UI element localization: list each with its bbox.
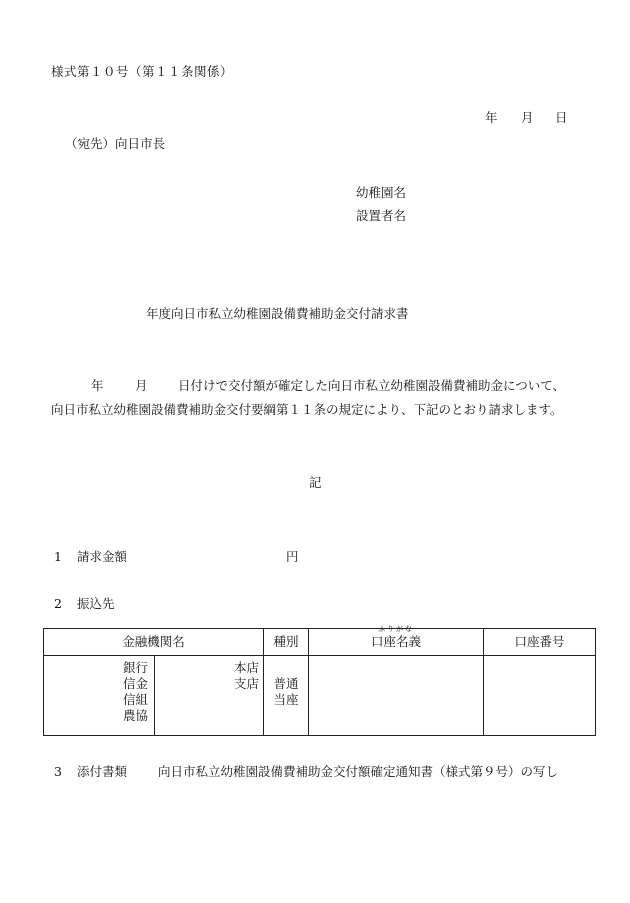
form-number: 様式第１０号（第１１条関係） (51, 64, 234, 79)
account-holder-cell (309, 656, 484, 736)
date-day-label: 日 (555, 110, 568, 125)
account-holder-label: 口座名義 (371, 634, 422, 649)
item3-label: 添付書類 (77, 764, 128, 779)
institution-type-nokyo: 農協 (122, 708, 148, 723)
bank-table-header-row (44, 629, 596, 656)
account-type-current: 当座 (273, 692, 299, 707)
branch-type-main: 本店 (234, 660, 260, 675)
institution-type-shinkumi: 信組 (122, 692, 148, 707)
institution-name-cell (44, 656, 155, 736)
account-type-header: 種別 (264, 629, 309, 656)
account-type-ordinary: 普通 (273, 676, 299, 691)
date-month-label: 月 (521, 110, 534, 125)
item1-label: 請求金額 (77, 549, 128, 564)
body-year-label: 年 (91, 378, 104, 393)
date-year-label: 年 (485, 110, 498, 125)
branch-type-branch: 支店 (234, 676, 260, 691)
branch-name-cell (155, 656, 264, 736)
document-title: 年度向日市私立幼稚園設備費補助金交付請求書 (146, 306, 409, 321)
institution-header: 金融機関名 (44, 629, 264, 656)
institution-type-bank: 銀行 (122, 660, 148, 675)
account-holder-ruby: ふりがな (378, 625, 414, 633)
item3-text: 向日市私立幼稚園設備費補助金交付額確定通知書（様式第９号）の写し (158, 764, 559, 779)
bank-table-entry-row (44, 656, 596, 736)
account-holder-header (309, 625, 484, 656)
account-number-cell (484, 656, 596, 736)
item2-number: 2 (54, 596, 62, 611)
item2-label: 振込先 (77, 596, 115, 611)
account-number-header: 口座番号 (484, 629, 596, 656)
ki-heading: 記 (309, 475, 322, 490)
body-line-2: 向日市私立幼稚園設備費補助金交付要綱第１１条の規定により、下記のとおり請求します。 (51, 402, 563, 417)
item1-unit: 円 (286, 549, 299, 564)
kindergarten-name-label: 幼稚園名 (356, 185, 407, 200)
body-line-1: 日付けで交付額が確定した向日市私立幼稚園設備費補助金について、 (178, 378, 566, 393)
account-type-cell (264, 656, 309, 736)
bank-account-table (43, 625, 596, 736)
institution-type-shinkin: 信金 (122, 676, 148, 691)
body-month-label: 月 (135, 378, 148, 393)
item1-number: 1 (54, 549, 62, 564)
founder-name-label: 設置者名 (356, 208, 407, 223)
item3-number: 3 (54, 764, 62, 779)
addressee: （宛先）向日市長 (65, 136, 166, 151)
